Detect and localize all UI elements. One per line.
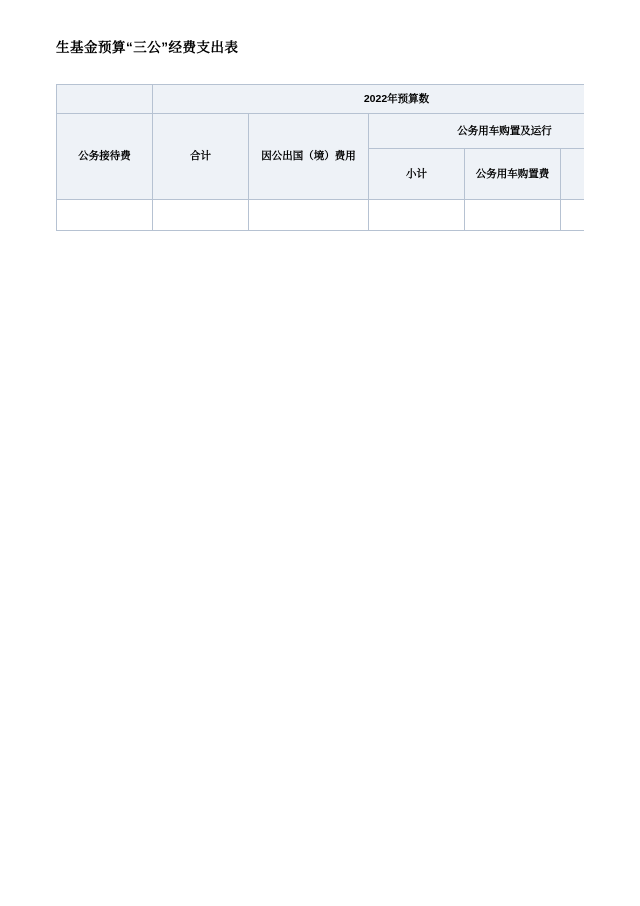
header-cell-total: 合计 — [153, 114, 249, 200]
header-cell-vehicle-purchase: 公务用车购置费 — [465, 149, 561, 200]
header-cell-subtotal: 小计 — [369, 149, 465, 200]
header-cell-clipped — [561, 149, 585, 200]
cell-clipped — [561, 200, 585, 231]
cell-abroad-fee — [249, 200, 369, 231]
table-row — [57, 200, 585, 231]
header-cell-reception-fee: 公务接待费 — [57, 114, 153, 200]
cell-total — [153, 200, 249, 231]
header-cell-abroad-fee: 因公出国（境）费用 — [249, 114, 369, 200]
budget-table — [56, 84, 584, 231]
table-header-row-groups — [57, 114, 585, 149]
header-cell-empty — [57, 85, 153, 114]
cell-vehicle-purchase — [465, 200, 561, 231]
header-cell-vehicle-group: 公务用车购置及运行 — [369, 114, 585, 149]
page-title: 生基金预算“三公”经费支出表 — [56, 40, 239, 55]
table-header-row-year — [57, 85, 585, 114]
cell-reception-fee — [57, 200, 153, 231]
budget-table-wrapper — [56, 84, 584, 231]
header-cell-year-total: 2022年预算数 — [153, 85, 585, 114]
cell-subtotal — [369, 200, 465, 231]
